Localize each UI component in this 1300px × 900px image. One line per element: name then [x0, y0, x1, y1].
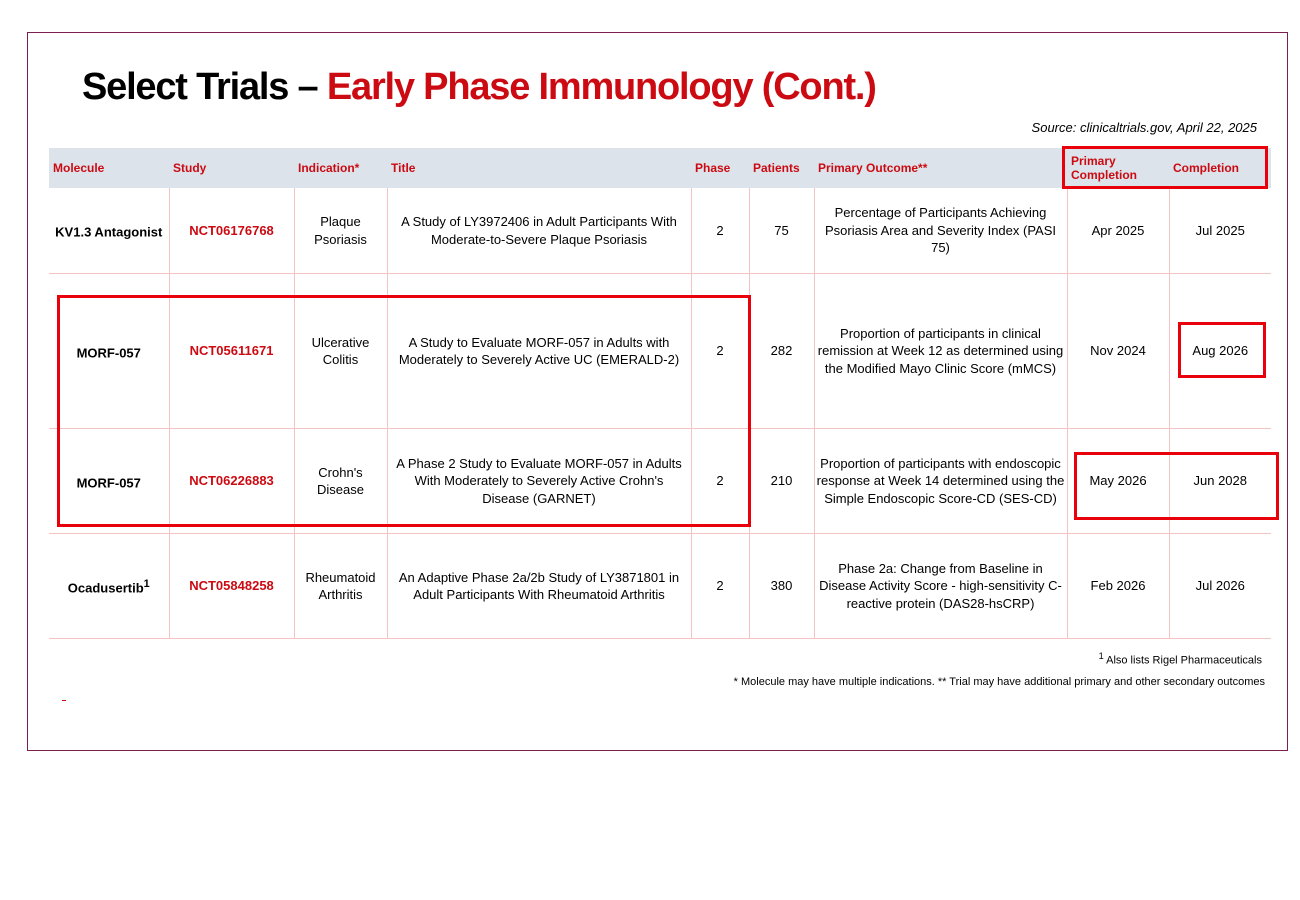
molecule-name: Ocadusertib: [67, 579, 144, 595]
column-header-indication: Indication*: [294, 148, 387, 188]
title-cell: A Study to Evaluate MORF-057 in Adults with Moderately to Severely Active UC (EMERALD-2): [387, 274, 691, 429]
completion-cell: Jul 2025: [1169, 188, 1271, 274]
molecule-cell: [49, 429, 169, 534]
molecule-cell: [49, 534, 169, 639]
primary-outcome-cell: Percentage of Participants Achieving Psoriasis Area and Severity Index (PASI 75): [814, 188, 1067, 274]
table-row: [49, 534, 1271, 639]
study-id-link[interactable]: NCT06226883: [169, 429, 294, 534]
primary-outcome-cell: Proportion of participants in clinical remission at Week 12 as determined using the Modified Mayo Clinic Score (mMCS): [814, 274, 1067, 429]
completion-cell: Aug 2026: [1169, 274, 1271, 429]
title-cell: A Study of LY3972406 in Adult Participants With Moderate-to-Severe Plaque Psoriasis: [387, 188, 691, 274]
page-title: [82, 66, 876, 109]
footnote-indications: * Molecule may have multiple indications. ** Trial may have additional primary and other secondary outcomes: [733, 676, 1265, 688]
molecule-name: KV1.3 Antagonist: [55, 224, 163, 240]
column-header-primary-completion: Primary Completion: [1067, 148, 1169, 188]
table-row: [49, 188, 1271, 274]
column-header-completion: Completion: [1169, 148, 1271, 188]
phase-cell: 2: [691, 534, 749, 639]
title-highlight: Early Phase Immunology (Cont.): [326, 66, 876, 108]
column-header-phase: Phase: [691, 148, 749, 188]
table-row: [49, 274, 1271, 429]
footnote-mark: 1: [1098, 651, 1104, 661]
patients-cell: 75: [749, 188, 814, 274]
primary-completion-cell: Feb 2026: [1067, 534, 1169, 639]
column-header-study: Study: [169, 148, 294, 188]
column-header-patients: Patients: [749, 148, 814, 188]
phase-cell: 2: [691, 429, 749, 534]
phase-cell: 2: [691, 188, 749, 274]
column-header-title: Title: [387, 148, 691, 188]
title-cell: An Adaptive Phase 2a/2b Study of LY3871801 in Adult Participants With Rheumatoid Arthritis: [387, 534, 691, 639]
primary-completion-cell: May 2026: [1067, 429, 1169, 534]
indication-cell: Plaque Psoriasis: [294, 188, 387, 274]
table-row: [49, 429, 1271, 534]
indication-cell: Rheumatoid Arthritis: [294, 534, 387, 639]
footnote-text: Also lists Rigel Pharmaceuticals: [1103, 654, 1262, 667]
source-note: Source: clinicaltrials.gov, April 22, 2025: [1031, 120, 1257, 135]
title-prefix: Select Trials –: [82, 66, 327, 108]
indication-cell: Ulcerative Colitis: [294, 274, 387, 429]
molecule-footnote-mark: 1: [143, 577, 150, 590]
molecule-name: MORF-057: [76, 344, 141, 360]
table-header-row: [49, 148, 1271, 188]
patients-cell: 380: [749, 534, 814, 639]
primary-completion-cell: Apr 2025: [1067, 188, 1169, 274]
column-header-molecule: Molecule: [49, 148, 169, 188]
title-cell: A Phase 2 Study to Evaluate MORF-057 in Adults With Moderately to Severely Active Crohn's Disease (GARNET): [387, 429, 691, 534]
phase-cell: 2: [691, 274, 749, 429]
indication-cell: Crohn's Disease: [294, 429, 387, 534]
patients-cell: 282: [749, 274, 814, 429]
decorative-dash: [62, 700, 66, 701]
study-id-link[interactable]: NCT05848258: [169, 534, 294, 639]
molecule-cell: [49, 188, 169, 274]
study-id-link[interactable]: NCT05611671: [169, 274, 294, 429]
patients-cell: 210: [749, 429, 814, 534]
column-header-primary-outcome: Primary Outcome**: [814, 148, 1067, 188]
study-id-link[interactable]: NCT06176768: [169, 188, 294, 274]
primary-completion-cell: Nov 2024: [1067, 274, 1169, 429]
footnote-rigel: [1099, 651, 1262, 667]
molecule-cell: [49, 274, 169, 429]
completion-cell: Jun 2028: [1169, 429, 1271, 534]
primary-outcome-cell: Proportion of participants with endoscopic response at Week 14 determined using the Simple Endoscopic Score-CD (SES-CD): [814, 429, 1067, 534]
trials-table: [49, 148, 1271, 639]
primary-outcome-cell: Phase 2a: Change from Baseline in Disease Activity Score - high-sensitivity C-reactive protein (DAS28-hsCRP): [814, 534, 1067, 639]
molecule-name: MORF-057: [76, 474, 141, 490]
completion-cell: Jul 2026: [1169, 534, 1271, 639]
